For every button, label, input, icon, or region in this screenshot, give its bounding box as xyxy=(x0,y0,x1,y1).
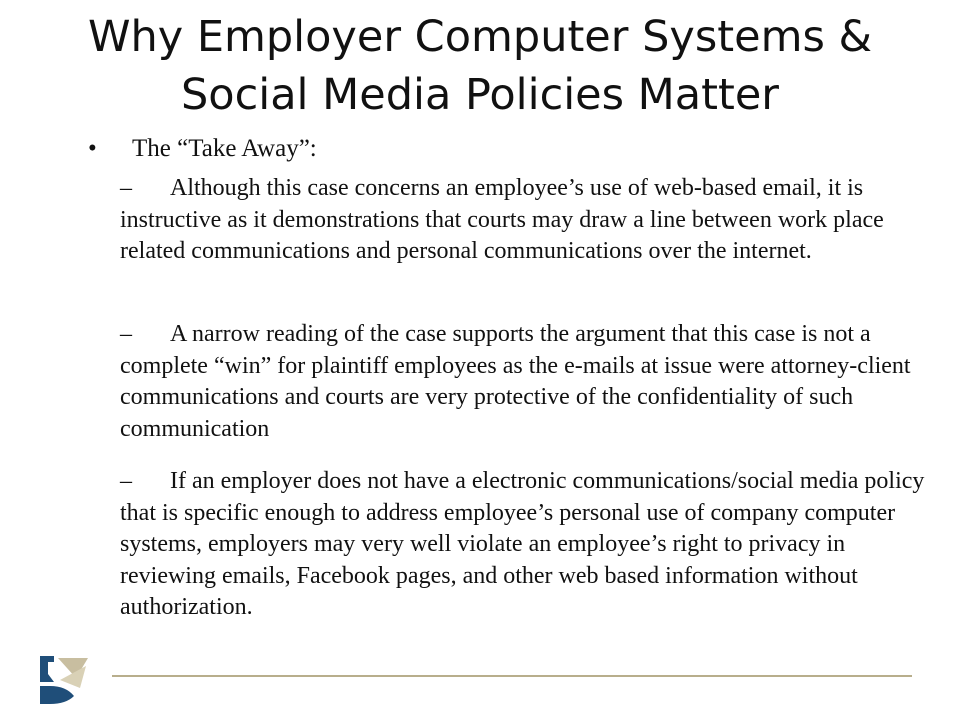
dash-icon: – xyxy=(120,175,132,201)
sub-item-1 xyxy=(120,173,930,268)
sub-item-text: If an employer does not have a electronic communications/social media policy that is specific enough to address employee’s personal use of company computer systems, employers may very well violate an employee’s right to privacy in reviewing emails, Facebook pages, and other web based information without authorization. xyxy=(120,468,925,620)
sub-item-2 xyxy=(120,319,930,445)
bullet-text: The “Take Away”: xyxy=(132,135,317,162)
logo-blue-shape xyxy=(40,656,54,682)
title-line-2: Social Media Policies Matter xyxy=(181,70,779,120)
bullet-icon: • xyxy=(88,135,97,162)
footer-rule xyxy=(112,675,912,677)
title-line-1: Why Employer Computer Systems & xyxy=(87,12,873,62)
dash-icon: – xyxy=(120,321,132,347)
sub-item-text: Although this case concerns an employee’s use of web-based email, it is instructive as it demonstrations that courts may draw a line between work place related communications and personal communications over the internet. xyxy=(120,175,884,264)
slide-title xyxy=(0,8,960,124)
firm-logo-icon xyxy=(36,652,94,706)
dash-icon: – xyxy=(120,468,132,494)
sub-item-text: A narrow reading of the case supports the argument that this case is not a complete “win” for plaintiff employees as the e-mails at issue were attorney-client communications and courts are very protective of the confidentiality of such communication xyxy=(120,321,911,442)
sub-item-3 xyxy=(120,466,930,624)
logo-blue-lower xyxy=(40,686,74,704)
